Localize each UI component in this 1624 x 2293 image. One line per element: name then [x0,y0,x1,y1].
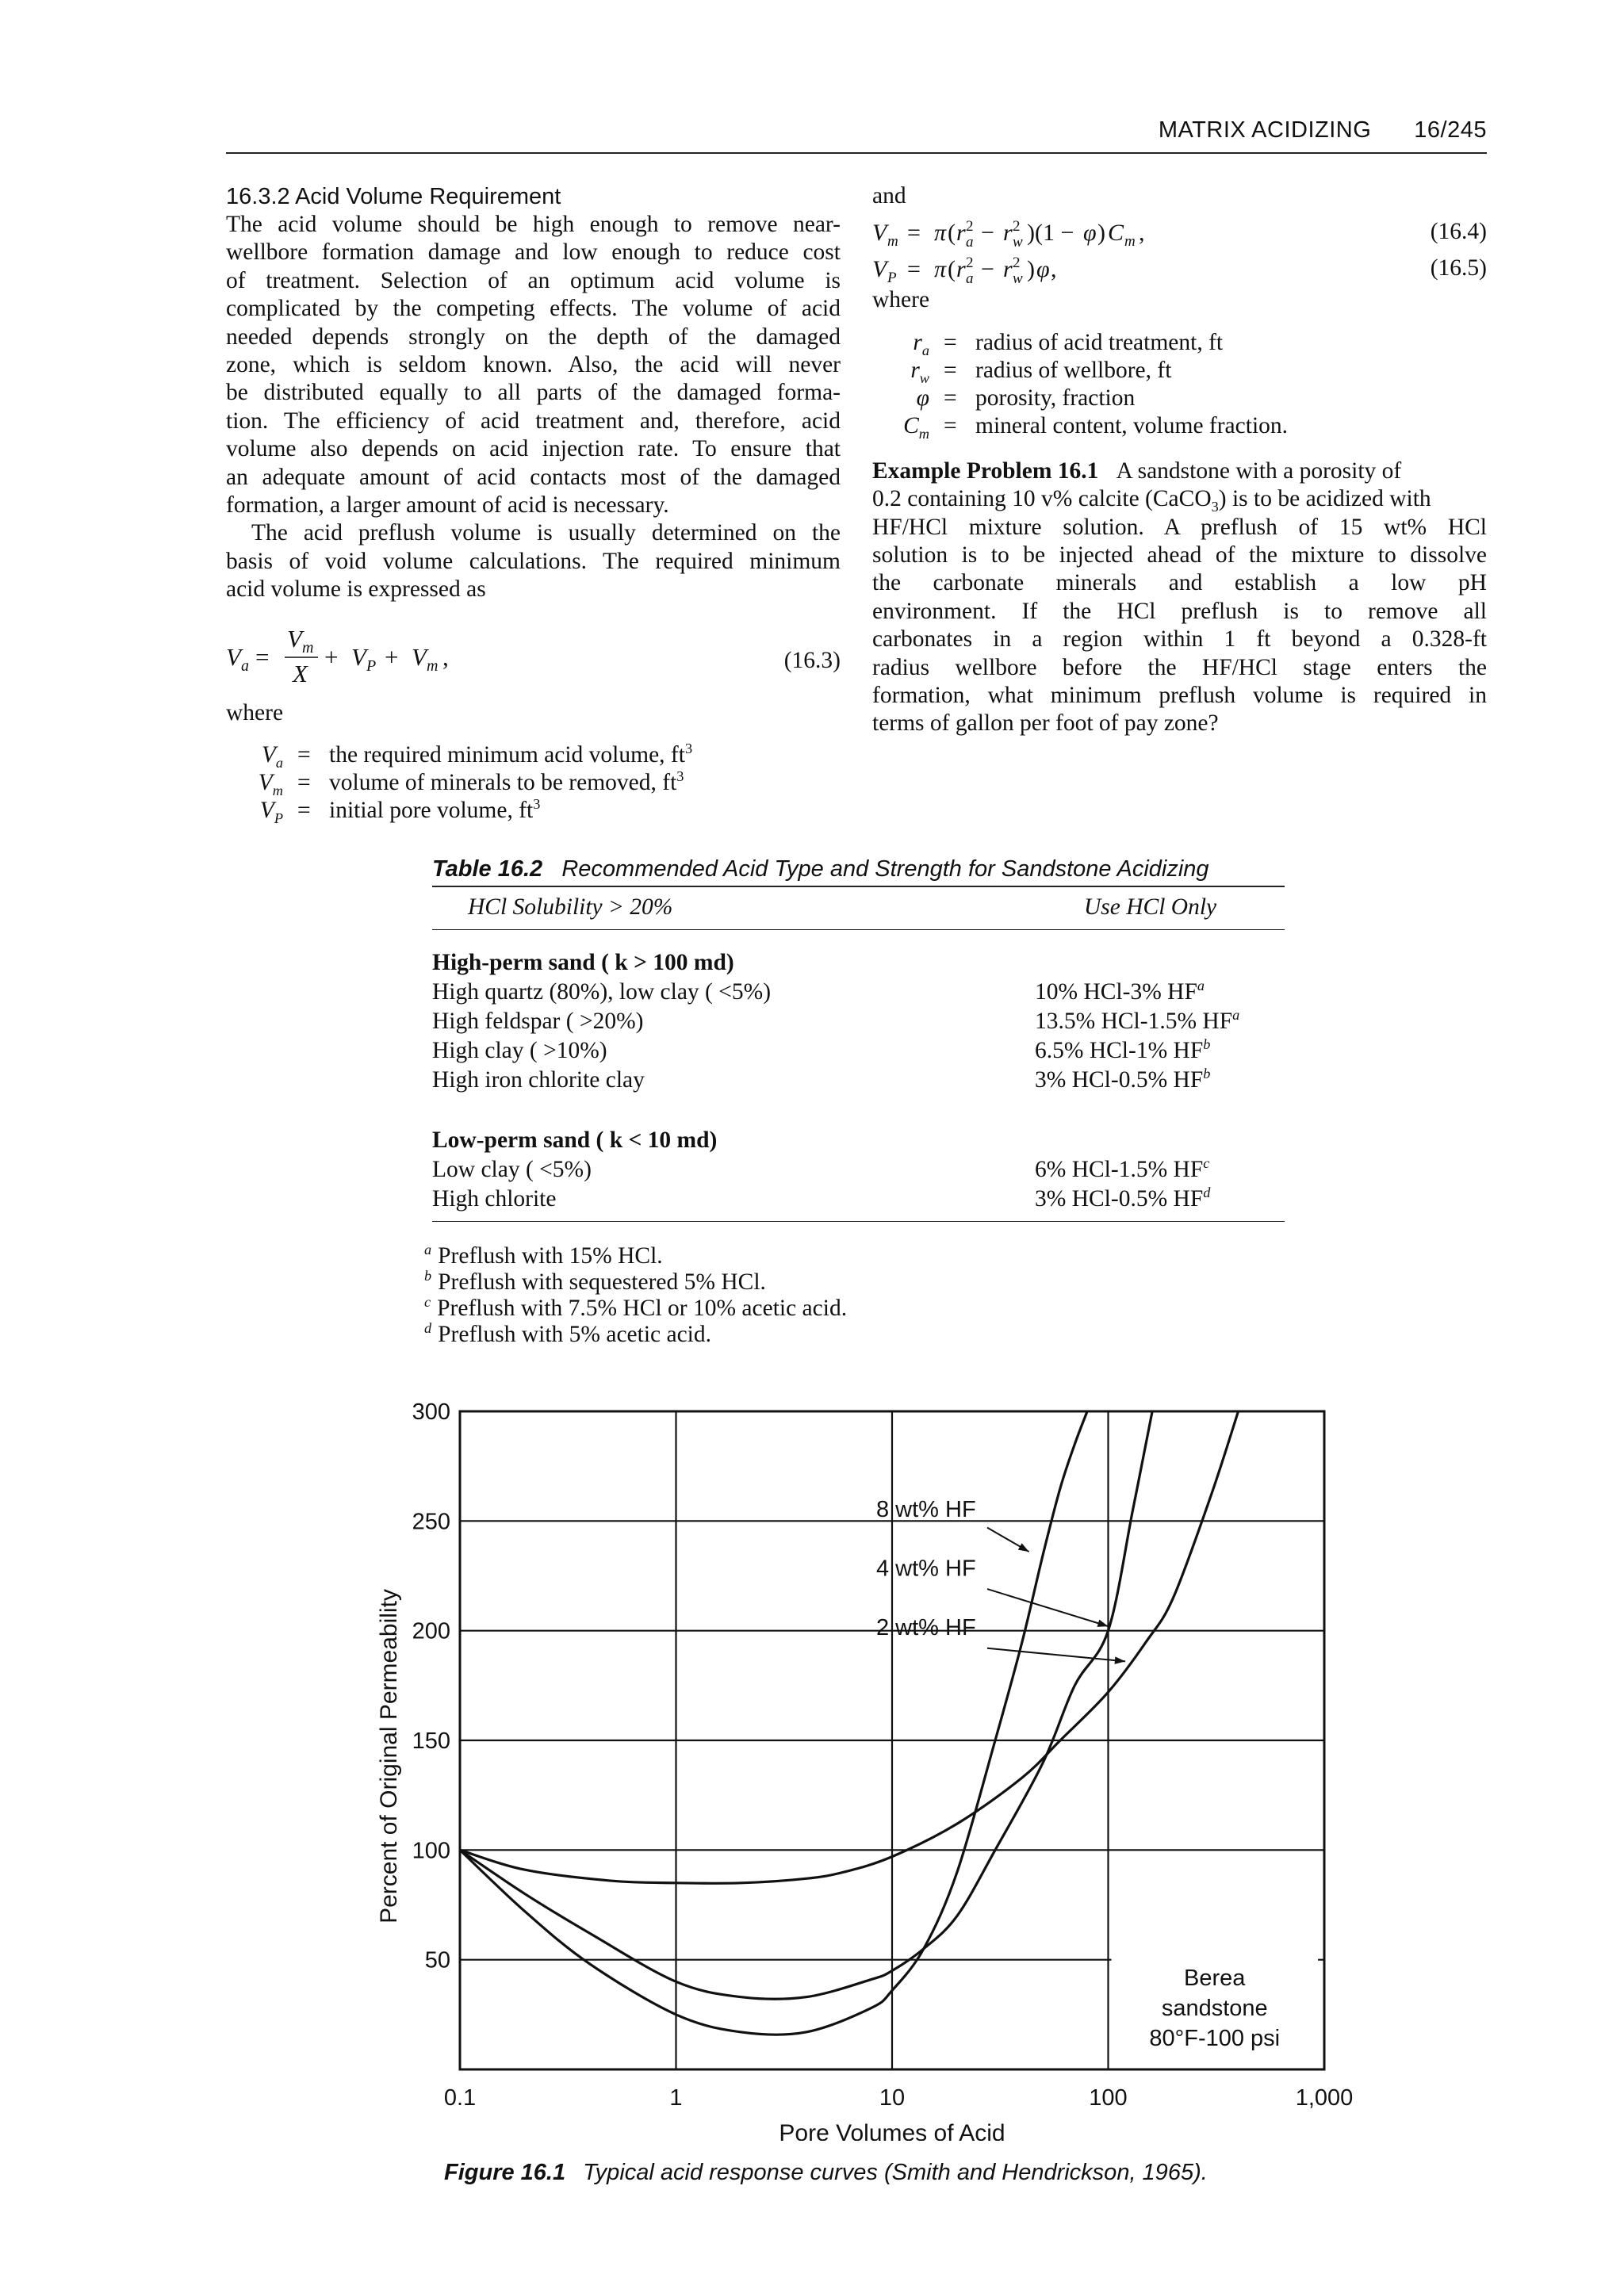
text-line: acid volume is expressed as [226,576,486,603]
left-variable-list [226,741,841,825]
text-line: basis of void volume calculations. The required minimum [226,548,841,574]
svg-text:a: a [966,234,974,251]
equation-16-3 [226,614,841,693]
annotation-leader-line [987,1648,1125,1662]
table-row [432,1186,1285,1215]
text-line: needed depends strongly on the depth of the damaged [226,323,841,350]
acid-recommendation: 6% HCl-1.5% $HF^c$ [1035,1155,1210,1182]
table-header-right: Use HCl Only [1084,894,1217,920]
table-caption-text: Recommended Acid Type and Strength for Sandstone Acidizing [561,856,1209,882]
annotation-arrowhead [1097,1620,1109,1627]
text-line: wellbore formation damage and low enough to reduce cost [226,239,841,266]
variable-description: volume of minerals to be removed, $ft^3$ [329,768,684,796]
svg-text:,: , [1139,220,1145,247]
svg-text:r: r [956,220,966,247]
svg-text:π: π [934,220,947,247]
svg-text:r: r [956,256,966,283]
series-annotation: 4 wt% HF [876,1556,976,1582]
variable-description: porosity, fraction [975,385,1136,411]
equals-sign: = [944,329,957,355]
where-label-left: where [226,699,284,725]
svg-text:φ: φ [1083,220,1097,247]
variable-description: mineral content, volume fraction. [975,412,1289,438]
annotation-arrowhead [1018,1543,1029,1552]
paragraph-1 [226,211,841,519]
svg-text:a: a [241,657,249,675]
annotation-leader-line [987,1589,1109,1626]
svg-text:=: = [255,642,270,671]
svg-text:a: a [966,270,974,287]
svg-text:+: + [324,642,339,671]
table-caption-label: Table 16.2 [432,856,543,882]
svg-text:,: , [442,642,449,671]
variable-description: radius of wellbore, ft [975,357,1172,383]
svg-text:−: − [981,220,994,247]
svg-text:=: = [907,256,921,283]
variable-definition [872,412,1487,440]
variable-symbol: $V_a$ [261,742,283,771]
svg-text:w: w [1013,270,1023,287]
variable-symbol: $C_m$ [903,412,929,442]
x-axis-label: Pore Volumes of Acid [779,2120,1005,2141]
svg-text:2: 2 [966,218,974,235]
variable-definition [226,797,841,825]
variable-symbol: $r_w$ [910,357,929,386]
table-row [432,979,1285,1008]
svg-text:V: V [872,256,887,283]
condition-box-line: Berea [1184,1966,1246,1992]
svg-text:r: r [1003,220,1013,247]
text-line: tion. The efficiency of acid treatment and, therefore, acid [226,408,841,434]
svg-text:V: V [872,220,887,247]
svg-text:m: m [1124,233,1136,251]
y-tick-label: 200 [412,1618,450,1644]
x-tick-label: 100 [1089,2085,1128,2111]
y-axis-label: Percent of Original Permeability [376,1589,402,1924]
variable-definition [226,769,841,797]
equals-sign: = [944,357,957,383]
table-row [432,1067,1285,1096]
equation-16-5 [872,251,1487,285]
y-tick-label: 250 [412,1509,450,1535]
svg-text:P: P [366,657,377,675]
variable-description: radius of acid treatment, ft [975,329,1224,355]
text-line: The acid preflush volume is usually determined on the [251,520,841,546]
example-line: environment. If the HCl preflush is to remove all [872,598,1487,624]
header-page-number: 16/245 [1414,117,1487,143]
table-row [432,1038,1285,1066]
acid-response-chart [349,1380,1364,2141]
acid-recommendation: 13.5% HCl-1.5% $HF^a$ [1035,1007,1240,1034]
svg-text:m: m [887,233,898,251]
sandstone-type: High chlorite [432,1186,557,1212]
svg-text:2: 2 [1013,218,1021,235]
variable-symbol: $V_m$ [258,770,283,798]
y-tick-label: 100 [412,1838,450,1864]
equation-number-16-4: (16.4) [1430,219,1487,245]
series-line-2-wt-hf [460,1411,1239,1883]
example-line: HF/HCl mixture solution. A preflush of 15 wt% HCl [872,514,1487,540]
svg-text:m: m [302,638,314,657]
text-line: of treatment. Selection of an optimum acid volume is [226,267,841,293]
condition-box-line: 80°F-100 psi [1149,2026,1281,2052]
header-title: MATRIX ACIDIZING [1158,117,1372,143]
y-tick-label: 50 [424,1947,450,1973]
text-line: formation, a larger amount of acid is necessary. [226,492,669,519]
text-line: be distributed equally to all parts of the damaged forma- [226,380,841,406]
svg-text:)(1 −: )(1 − [1027,220,1074,247]
acid-recommendation: 6.5% HCl-1% $HF^b$ [1035,1036,1211,1063]
table-bottom-rule [432,1221,1285,1222]
acid-recommendation: 10% HCl-3% $HF^a$ [1035,978,1205,1005]
svg-text:P: P [887,270,897,287]
series-annotation: 2 wt% HF [876,1615,976,1641]
where-label-right: where [872,287,930,313]
equals-sign: = [944,412,957,438]
acid-recommendation: 3% HCl-0.5% $HF^b$ [1035,1066,1211,1093]
equation-16-3-formula [226,614,841,693]
example-line: solution is to be injected ahead of the mixture to dissolve [872,542,1487,568]
x-tick-label: 1,000 [1295,2085,1354,2111]
text-line: volume also depends on acid injection rate. To ensure that [226,436,841,462]
y-tick-label: 150 [412,1728,450,1754]
sandstone-type: Low clay ( <5%) [432,1157,592,1182]
running-header [226,117,1487,154]
variable-symbol: φ [916,385,929,411]
text-line: an adequate amount of acid contacts most of the damaged [226,464,841,490]
example-line-2: 0.2 containing 10 v% calcite (CaCO$_3$) is to be acidized with [872,486,1431,515]
table-footnote: $^c$ Preflush with 7.5% HCl or 10% acetic acid. [424,1294,848,1321]
variable-definition [872,357,1487,385]
table-group-1-title: High-perm sand ( k > 100 md) [432,950,734,975]
left-column [226,182,841,825]
variable-symbol: $V_P$ [259,798,283,826]
equals-sign: = [297,770,311,796]
svg-text:C: C [1108,220,1124,247]
sandstone-type: High feldspar ( >20%) [432,1009,644,1034]
svg-text:−: − [981,256,994,283]
x-tick-label: 1 [669,2085,683,2111]
svg-text:π: π [934,256,947,283]
variable-definition [872,385,1487,412]
svg-text:): ) [1027,256,1035,283]
svg-text:w: w [1013,234,1023,251]
svg-text:V: V [226,642,241,671]
and-label: and [872,183,906,209]
example-remaining-lines [872,514,1487,738]
variable-symbol: $r_a$ [913,329,929,358]
svg-text:V: V [287,624,302,653]
svg-text:φ: φ [1036,256,1050,283]
sandstone-type: High clay ( >10%) [432,1038,607,1063]
header-text [1116,117,1487,144]
svg-text:2: 2 [1013,255,1021,272]
svg-text:V: V [412,642,427,671]
svg-text:(: ( [948,256,956,283]
series-line-8-wt-hf [460,1411,1087,2035]
example-line: terms of gallon per foot of pay zone? [872,710,1219,737]
example-line: formation, what minimum preflush volume is required in [872,683,1487,709]
svg-text:): ) [1097,220,1105,247]
svg-text:,: , [1051,256,1057,283]
sandstone-type: High iron chlorite clay [432,1067,645,1093]
paragraph-2 [226,519,841,603]
table-row [432,1157,1285,1185]
table-footnote: $^a$ Preflush with 15% HCl. [424,1242,663,1269]
variable-definition [226,741,841,769]
variable-definition [872,329,1487,357]
table-header-rule [432,929,1285,930]
svg-text:X: X [293,659,308,687]
equals-sign: = [944,385,957,411]
variable-description: initial pore volume, $ft^3$ [329,796,541,824]
table-header-row [432,894,1285,923]
svg-text:m: m [427,657,439,675]
series-annotation: 8 wt% HF [876,1496,976,1522]
equals-sign: = [297,798,311,824]
example-problem [872,457,1487,738]
svg-text:V: V [351,642,366,671]
svg-text:=: = [907,220,921,247]
figure-caption [444,2160,1396,2186]
annotation-arrowhead [1115,1656,1126,1664]
equation-number-16-5: (16.5) [1430,255,1487,281]
figure-caption-label: Figure 16.1 [444,2160,566,2185]
example-line: radius wellbore before the HF/HCl stage enters the [872,654,1487,680]
right-variable-list [872,329,1487,440]
svg-text:(: ( [948,220,956,247]
equation-16-4 [872,215,1487,251]
x-tick-label: 10 [879,2085,906,2111]
y-tick-label: 300 [412,1399,450,1425]
right-column [872,182,1487,738]
equals-sign: = [297,742,311,768]
example-line-1: Example Problem 16.1 A sandstone with a porosity of [872,457,1402,484]
equation-number-16-3: (16.3) [783,647,841,673]
condition-box-line: sandstone [1161,1996,1268,2022]
table-footnote: $^d$ Preflush with 5% acetic acid. [424,1320,712,1347]
table-footnote: $^b$ Preflush with sequestered 5% HCl. [424,1268,766,1295]
table-header-left: HCl Solubility > 20% [468,894,673,920]
example-line: carbonates in a region within 1 ft beyond a 0.328-ft [872,626,1487,653]
x-tick-label: 0.1 [443,2085,477,2111]
equation-16-4-formula [872,215,1427,250]
table-row [432,1009,1285,1037]
sandstone-type: High quartz (80%), low clay ( <5%) [432,979,772,1005]
example-line: the carbonate minerals and establish a low pH [872,570,1487,596]
acid-recommendation: 3% HCl-0.5% $HF^d$ [1035,1185,1211,1212]
svg-text:2: 2 [966,255,974,272]
text-line: The acid volume should be high enough to remove near- [226,212,841,237]
text-line: zone, which is seldom known. Also, the acid will never [226,352,841,378]
example-label: Example Problem 16.1 [872,457,1099,484]
svg-text:r: r [1003,256,1013,283]
figure-caption-text: Typical acid response curves (Smith and Hendrickson, 1965). [583,2160,1208,2185]
text-line: complicated by the competing effects. The volume of acid [226,296,841,322]
table-group-2-title: Low-perm sand ( k < 10 md) [432,1127,718,1153]
series-line-4-wt-hf [460,1411,1152,1999]
section-title: 16.3.2 Acid Volume Requirement [226,184,561,209]
equation-16-5-formula [872,251,1427,286]
svg-text:+: + [385,642,399,671]
variable-description: the required minimum acid volume, $ft^3$ [329,741,693,768]
table-caption [432,856,1285,887]
